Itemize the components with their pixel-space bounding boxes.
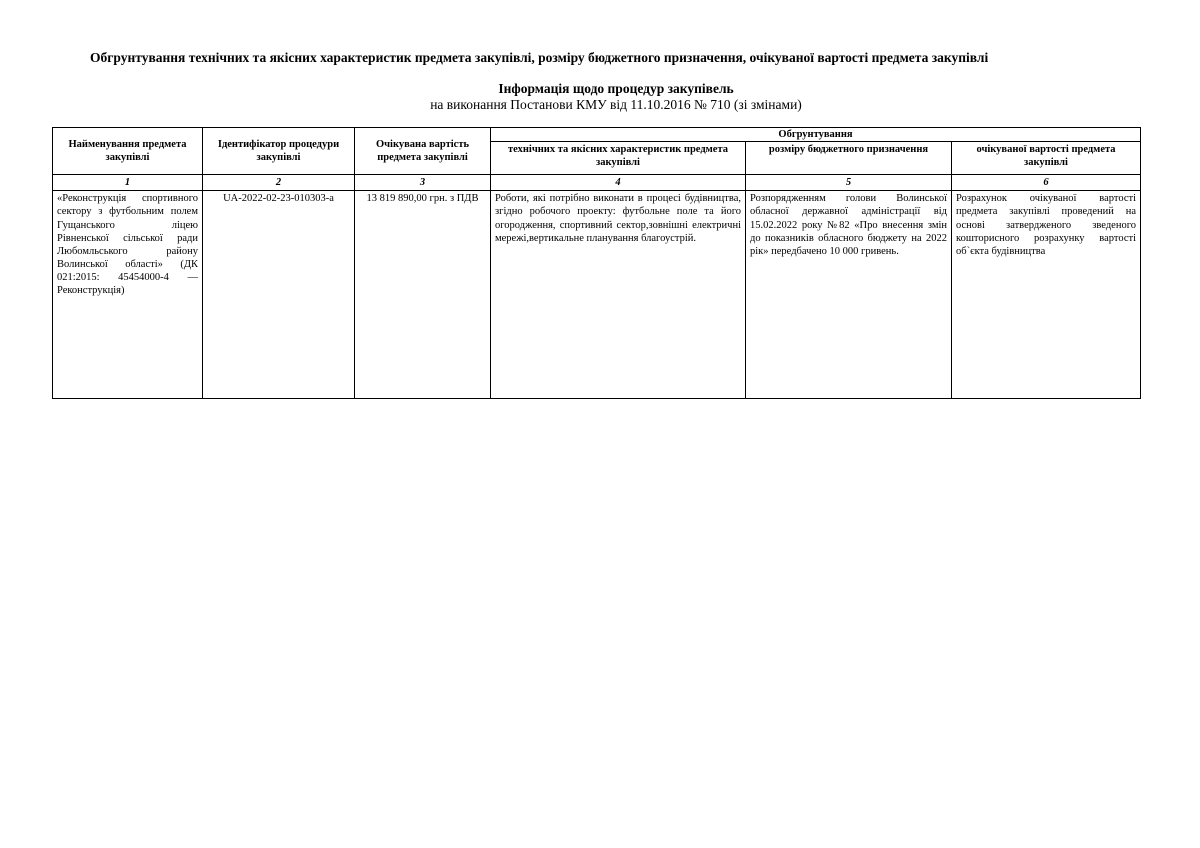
header-row — [53, 128, 1141, 142]
column-number: 2 — [203, 175, 355, 191]
document-top-title: Обгрунтування технічних та якісних характеристик предмета закупівлі, розміру бюджетного призначення, очікуваної вартості предмета закупівлі — [90, 50, 989, 65]
info-title: Інформація щодо процедур закупівель — [498, 81, 734, 96]
header-budget: розміру бюджетного призначення — [746, 142, 952, 175]
header-tech: технічних та якісних характеристик предмета закупівлі — [491, 142, 746, 175]
cell-name: «Реконструкція спортивного сектору з футбольним полем Гущанського ліцею Рівненської сільської ради Любомльського району Волинської області» (ДК 021:2015: 45454000-4 — Реконструкція) — [53, 191, 203, 399]
cell-tech: Роботи, які потрібно виконати в процесі будівництва, згідно робочого проекту: футбольне поле та його огородження, спортивний сектор,зовнішні електричні мережі,вертикальне планування благоустрій. — [491, 191, 746, 399]
procurement-table — [52, 127, 1141, 399]
table-row — [53, 191, 1141, 399]
header-expected-cost: Очікувана вартість предмета закупівлі — [355, 128, 491, 175]
cell-budget: Розпорядженням голови Волинської обласної державної адміністрації від 15.02.2022 року №82 «Про внесення змін до показників обласного бюджету на 2022 рік» передбачено 10 000 гривень. — [746, 191, 952, 399]
cell-expected-value: Розрахунок очікуваної вартості предмета закупівлі проведений на основі затвердженого зведеного кошторисного розрахунку вартості об`єкта будівництва — [952, 191, 1141, 399]
column-number: 4 — [491, 175, 746, 191]
header-identifier: Ідентифікатор процедури закупівлі — [203, 128, 355, 175]
cell-identifier: UA-2022-02-23-010303-a — [203, 191, 355, 399]
header-expected-value: очікуваної вартості предмета закупівлі — [952, 142, 1141, 175]
column-number: 3 — [355, 175, 491, 191]
column-number: 5 — [746, 175, 952, 191]
column-number-row — [53, 175, 1141, 191]
column-number: 1 — [53, 175, 203, 191]
info-subtitle: на виконання Постанови КМУ від 11.10.2016 № 710 (зі змінами) — [430, 97, 802, 112]
cell-expected-cost: 13 819 890,00 грн. з ПДВ — [355, 191, 491, 399]
header-justification-group: Обгрунтування — [491, 128, 1141, 142]
header-name: Найменування предмета закупівлі — [53, 128, 203, 175]
column-number: 6 — [952, 175, 1141, 191]
